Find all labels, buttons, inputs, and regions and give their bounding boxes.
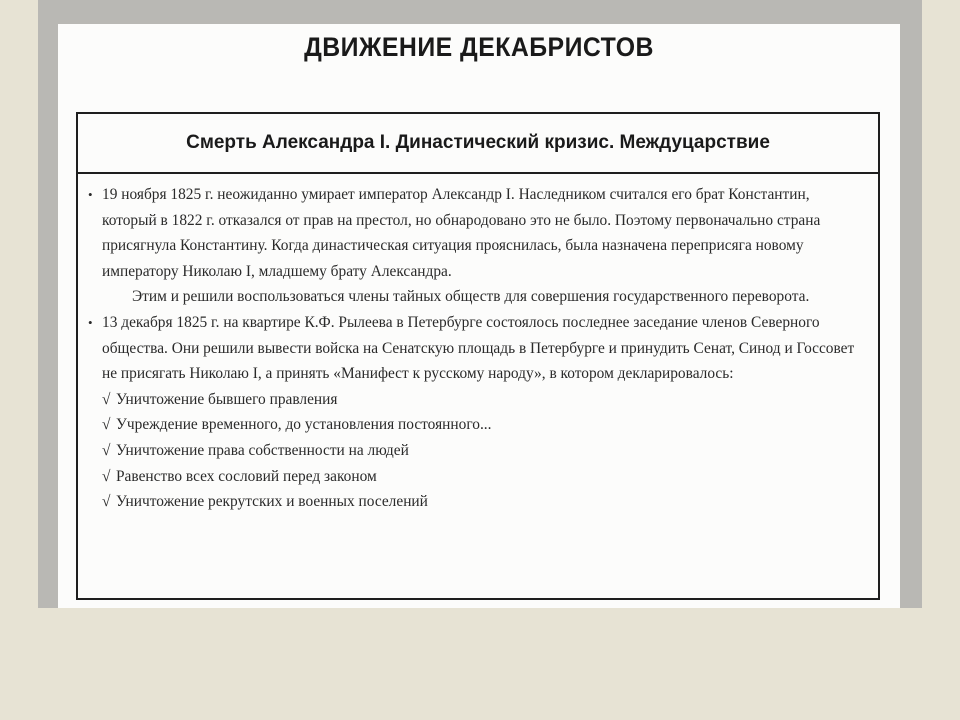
list-item-text: Учреждение временного, до установления постоянного... xyxy=(116,416,492,434)
list-item-text: Уничтожение права собственности на людей xyxy=(116,441,409,459)
bullet-item xyxy=(88,310,858,387)
check-mark-icon: √ xyxy=(102,416,111,434)
list-item xyxy=(102,489,858,515)
section-box xyxy=(76,112,880,600)
check-mark-icon: √ xyxy=(102,493,111,511)
check-mark-icon: √ xyxy=(102,441,111,459)
section-heading: Смерть Александра I. Династический кризис. Междуцарствие xyxy=(78,114,878,174)
scanned-page xyxy=(58,24,900,608)
list-item xyxy=(102,464,858,490)
bullet-paragraph: 13 декабря 1825 г. на квартире К.Ф. Рылеева в Петербурге состоялось последнее заседание членов Северного общества. Они решили вывести войска на Сенатскую площадь в Петербурге и принудить Сенат, Синод и Госсовет не присягать Николаю I, а принять «Манифест к русскому народу», в котором декларировалось: xyxy=(102,313,855,383)
list-item-text: Уничтожение рекрутских и военных поселений xyxy=(116,493,428,511)
list-item-text: Равенство всех сословий перед законом xyxy=(116,467,377,485)
list-item xyxy=(102,438,858,464)
section-body xyxy=(78,174,878,515)
bullet-continuation: Этим и решили воспользоваться члены тайных обществ для совершения государственного переворота. xyxy=(132,288,810,306)
check-mark-icon: √ xyxy=(102,467,111,485)
bullet-marker: • xyxy=(88,187,93,202)
list-item xyxy=(102,387,858,413)
bullet-marker: • xyxy=(88,314,93,330)
manifesto-list xyxy=(88,387,858,515)
list-item-text: Уничтожение бывшего правления xyxy=(116,390,338,408)
bullet-paragraph: 19 ноября 1825 г. неожиданно умирает император Александр I. Наследником считался его брат Константин, который в 1822 г. отказался от прав на престол, но обнародовано это не было. Поэтому первоначально страна присягнула Константину. Когда династическая ситуация прояснилась, была назначена переприсяга новому императору Николаю I, младшему брату Александра. xyxy=(102,186,821,280)
page-title: ДВИЖЕНИЕ ДЕКАБРИСТОВ xyxy=(304,32,654,62)
bullet-item xyxy=(88,182,858,310)
list-item xyxy=(102,412,858,438)
check-mark-icon: √ xyxy=(102,390,111,408)
